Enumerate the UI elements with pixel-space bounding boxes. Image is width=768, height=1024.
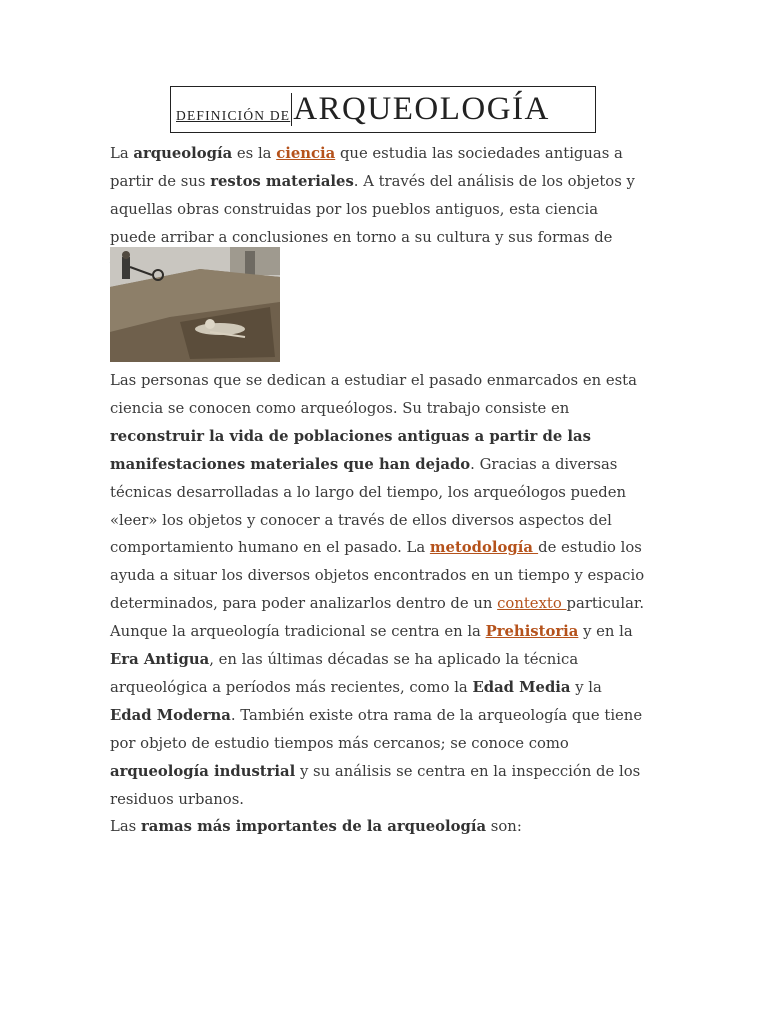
body-paragraph	[110, 367, 646, 814]
intro-bold-restos: restos materiales	[210, 172, 354, 190]
closing-bold-ramas: ramas más importantes de la arqueología	[140, 818, 487, 835]
body-text-3: de estudio los ayuda a situar los diversos objetos encontrados en un tiempo y espacio determinados, para poder analizarlos dentro de un	[110, 539, 645, 613]
body-bold-reconstruir: reconstruir la vida de poblaciones antiguas a partir de las manifestaciones materiales que han dejado	[110, 427, 591, 473]
body-text-4: particular. Aunque la arqueología tradicional se centra en la	[110, 595, 645, 641]
closing-text-1: Las	[110, 818, 141, 835]
excavation-photo-illustration	[110, 247, 280, 362]
intro-text-4: . A través del análisis de los objetos y aquellas obras construidas por los pueblos antiguos, esta ciencia puede arribar a conclusiones en torno a su cultura y sus formas de	[110, 172, 635, 246]
body-bold-edad-media: Edad Media	[472, 678, 571, 696]
body-text-6: , en las últimas décadas se ha aplicado la técnica arqueológica a períodos más recientes, como la	[110, 651, 579, 696]
link-ciencia[interactable]: ciencia	[276, 145, 336, 162]
body-bold-arqueologia-industrial: arqueología industrial	[110, 762, 296, 780]
link-metodologia[interactable]: metodología	[429, 539, 539, 557]
body-text-1: Las personas que se dedican a estudiar el pasado enmarcados en esta ciencia se conocen como arqueólogos. Su trabajo consiste en	[110, 372, 637, 417]
body-text-5: y en la	[578, 623, 633, 641]
link-prehistoria[interactable]: Prehistoria	[485, 623, 579, 641]
body-text-9: y su análisis se centra en la inspección de los residuos urbanos.	[110, 762, 641, 808]
title-prefix: DEFINICIÓN DE	[176, 107, 291, 123]
closing-paragraph	[110, 813, 646, 841]
excavation-photo	[110, 247, 280, 362]
title-main: ARQUEOLOGÍA	[293, 91, 550, 127]
body-text-7: y la	[570, 678, 602, 696]
intro-bold-arqueologia: arqueología	[133, 145, 233, 162]
body-text-2: . Gracias a diversas técnicas desarrolladas a lo largo del tiempo, los arqueólogos pueden «leer» los objetos y conocer a través de ellos diversos aspectos del comportamiento humano en el pasado. La	[110, 455, 627, 557]
intro-text-2: es la	[232, 145, 277, 162]
body-text-8: . También existe otra rama de la arqueología que tiene por objeto de estudio tiempos más cercanos; se conoce como	[110, 706, 643, 752]
title-box	[170, 86, 596, 133]
intro-text-1: La	[110, 145, 134, 162]
body-bold-edad-moderna: Edad Moderna	[110, 706, 231, 724]
link-contexto[interactable]: contexto	[497, 595, 567, 613]
intro-text-3: que estudia las sociedades antiguas a partir de sus	[110, 145, 623, 190]
closing-text-2: son:	[486, 818, 522, 835]
body-bold-era-antigua: Era Antigua	[110, 651, 210, 669]
